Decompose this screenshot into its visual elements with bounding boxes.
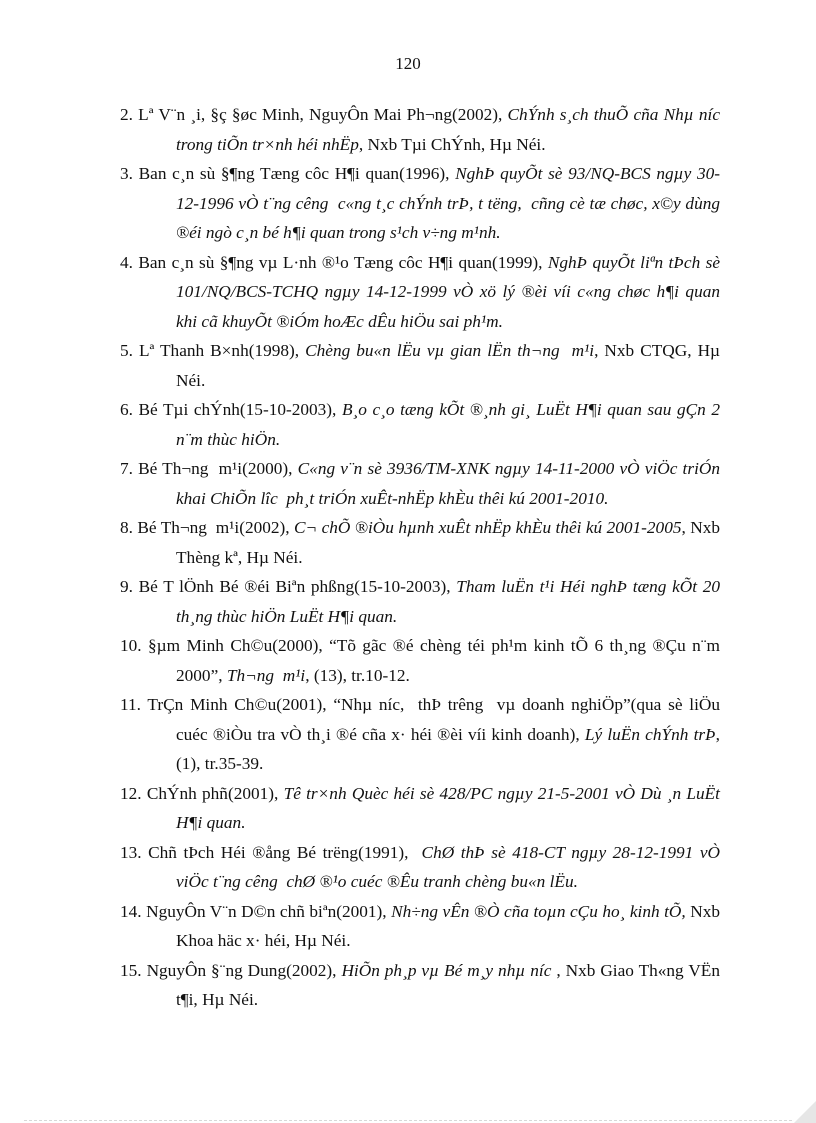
page-curl-corner xyxy=(794,1101,816,1123)
reference-item xyxy=(120,779,725,838)
reference-item xyxy=(120,100,729,159)
reference-item xyxy=(120,572,725,631)
reference-number: 7. xyxy=(120,459,133,478)
reference-item xyxy=(120,956,725,1015)
reference-author: TrÇn Minh Ch©u(2001), “Nhµ níc, thÞ trêng vµ doanh nghiÖp”(qua sè liÖu cuéc ®iÒu tra vÒ th¸i ®é cña x· héi ®èi víi kinh doanh), xyxy=(140,695,729,744)
reference-publisher: , Nxb Thèng kª, Hµ Néi. xyxy=(176,518,725,567)
reference-author: Chñ tÞch Héi ®ång Bé trëng(1991), xyxy=(141,842,422,862)
reference-publisher: , Nxb CTQG, Hµ Néi. xyxy=(176,341,725,390)
reference-author: NguyÔn §¨ng Dung(2002), xyxy=(141,960,342,980)
reference-number: 4. xyxy=(120,252,133,272)
reference-item xyxy=(120,159,725,248)
reference-number: 2. xyxy=(120,105,133,124)
page-number: 120 xyxy=(395,54,421,73)
reference-item xyxy=(120,248,725,337)
reference-title: Tham luËn t¹i Héi nghÞ tæng kÕt 20 th¸ng thùc hiÖn LuËt H¶i quan. xyxy=(176,577,725,626)
reference-title: B¸o c¸o tæng kÕt ®¸nh gi¸ LuËt H¶i quan sau gÇn 2 n¨m thùc hiÖn. xyxy=(176,400,725,449)
reference-number: 9. xyxy=(120,577,133,596)
reference-item xyxy=(120,454,725,513)
reference-author: ChÝnh phñ(2001), xyxy=(141,783,284,803)
reference-publisher: , (1), tr.35-39. xyxy=(176,724,725,773)
reference-publisher: Nxb Khoa häc x· héi, Hµ Néi. xyxy=(176,901,725,950)
reference-number: 14. xyxy=(120,901,142,921)
reference-title: ChØ thÞ sè 418-CT ngµy 28-12-1991 vÒ viÖc t¨ng cêng chØ ®¹o cuéc ®Êu tranh chèng bu«n lËu. xyxy=(176,842,725,891)
reference-title: C«ng v¨n sè 3936/TM-XNK ngµy 14-11-2000 vÒ viÖc triÓn khai ChiÕn lîc ph¸t triÓn xuÊt-nhËp khÈu thêi kú 2001-2010. xyxy=(176,459,725,508)
reference-publisher: , Nxb Tµi ChÝnh, Hµ Néi. xyxy=(358,134,546,154)
reference-number: 6. xyxy=(120,400,133,419)
reference-publisher: , Nxb Giao Th«ng VËn t¶i, Hµ Néi. xyxy=(176,960,725,1009)
reference-title: NghÞ quyÕt sè 93/NQ-BCS ngµy 30-12-1996 vÒ t¨ng cêng c«ng t¸c chÝnh trÞ, t tëng, cñng cè tæ chøc, x©y dùng ®éi ngò c¸n bé h¶i quan trong s¹ch v÷ng m¹nh. xyxy=(176,164,725,242)
reference-author: Ban c¸n sù §¶ng Tæng côc H¶i quan(1996), xyxy=(132,164,456,183)
reference-title: C¬ chÕ ®iÒu hµnh xuÊt nhËp khÈu thêi kú 2001-2005 xyxy=(294,518,682,537)
reference-number: 11. xyxy=(120,695,141,714)
reference-list xyxy=(120,100,729,1015)
reference-title: Nh÷ng vÊn ®Ò cña toµn cÇu ho¸ kinh tÕ, xyxy=(391,901,686,921)
reference-number: 13. xyxy=(120,842,142,862)
reference-author: Bé T lÖnh Bé ®éi Biªn phßng(15-10-2003), xyxy=(132,577,457,596)
reference-item xyxy=(120,838,725,897)
reference-title: Lý luËn chÝnh trÞ xyxy=(584,724,716,744)
reference-author: Bé Tµi chÝnh(15-10-2003), xyxy=(132,400,342,419)
reference-author: Ban c¸n sù §¶ng vµ L·nh ®¹o Tæng côc H¶i quan(1999), xyxy=(132,252,548,272)
page-bottom-rule xyxy=(24,1120,792,1121)
reference-item xyxy=(120,395,725,454)
reference-author: Lª V¨n ¸i, §ç §øc Minh, NguyÔn Mai Ph¬ng(2002), xyxy=(132,105,508,124)
reference-item xyxy=(120,336,725,395)
reference-author: Bé Th¬ng m¹i(2000), xyxy=(132,459,298,478)
reference-title: Chèng bu«n lËu vµ gian lËn th¬ng m¹i xyxy=(305,341,595,360)
reference-title: Tê tr×nh Quèc héi sè 428/PC ngµy 21-5-2001 vÒ Dù ¸n LuËt H¶i quan. xyxy=(176,783,725,832)
reference-number: 8. xyxy=(120,518,133,537)
reference-author: Lª Thanh B×nh(1998), xyxy=(132,341,306,360)
reference-publisher: , (13), tr.10-12. xyxy=(305,665,410,685)
reference-number: 12. xyxy=(120,783,142,803)
reference-author: §µm Minh Ch©u(2000), “Tõ gãc ®é chèng téi ph¹m kinh tÕ 6 th¸ng ®Çu n¨m 2000”, xyxy=(141,636,725,685)
reference-number: 3. xyxy=(120,164,133,183)
reference-title: ChÝnh s¸ch thuÕ cña Nhµ níc trong tiÕn tr×nh héi nhËp xyxy=(176,105,729,154)
reference-item xyxy=(120,631,725,690)
reference-number: 10. xyxy=(120,636,142,655)
reference-author: NguyÔn V¨n D©n chñ biªn(2001), xyxy=(141,901,392,921)
reference-title: Th¬ng m¹i xyxy=(226,665,306,685)
reference-number: 15. xyxy=(120,960,142,980)
reference-item xyxy=(120,690,729,779)
reference-item xyxy=(120,897,725,956)
reference-title: NghÞ quyÕt liªn tÞch sè 101/NQ/BCS-TCHQ ngµy 14-12-1999 vÒ xö lý ®èi víi c«ng chøc h¶i quan khi cã khuyÕt ®iÓm hoÆc dÊu hiÖu sai ph¹m. xyxy=(176,252,725,331)
reference-number: 5. xyxy=(120,341,133,360)
reference-item xyxy=(120,513,725,572)
reference-title: HiÕn ph¸p vµ Bé m¸y nhµ níc xyxy=(341,960,552,980)
reference-author: Bé Th¬ng m¹i(2002), xyxy=(132,518,295,537)
